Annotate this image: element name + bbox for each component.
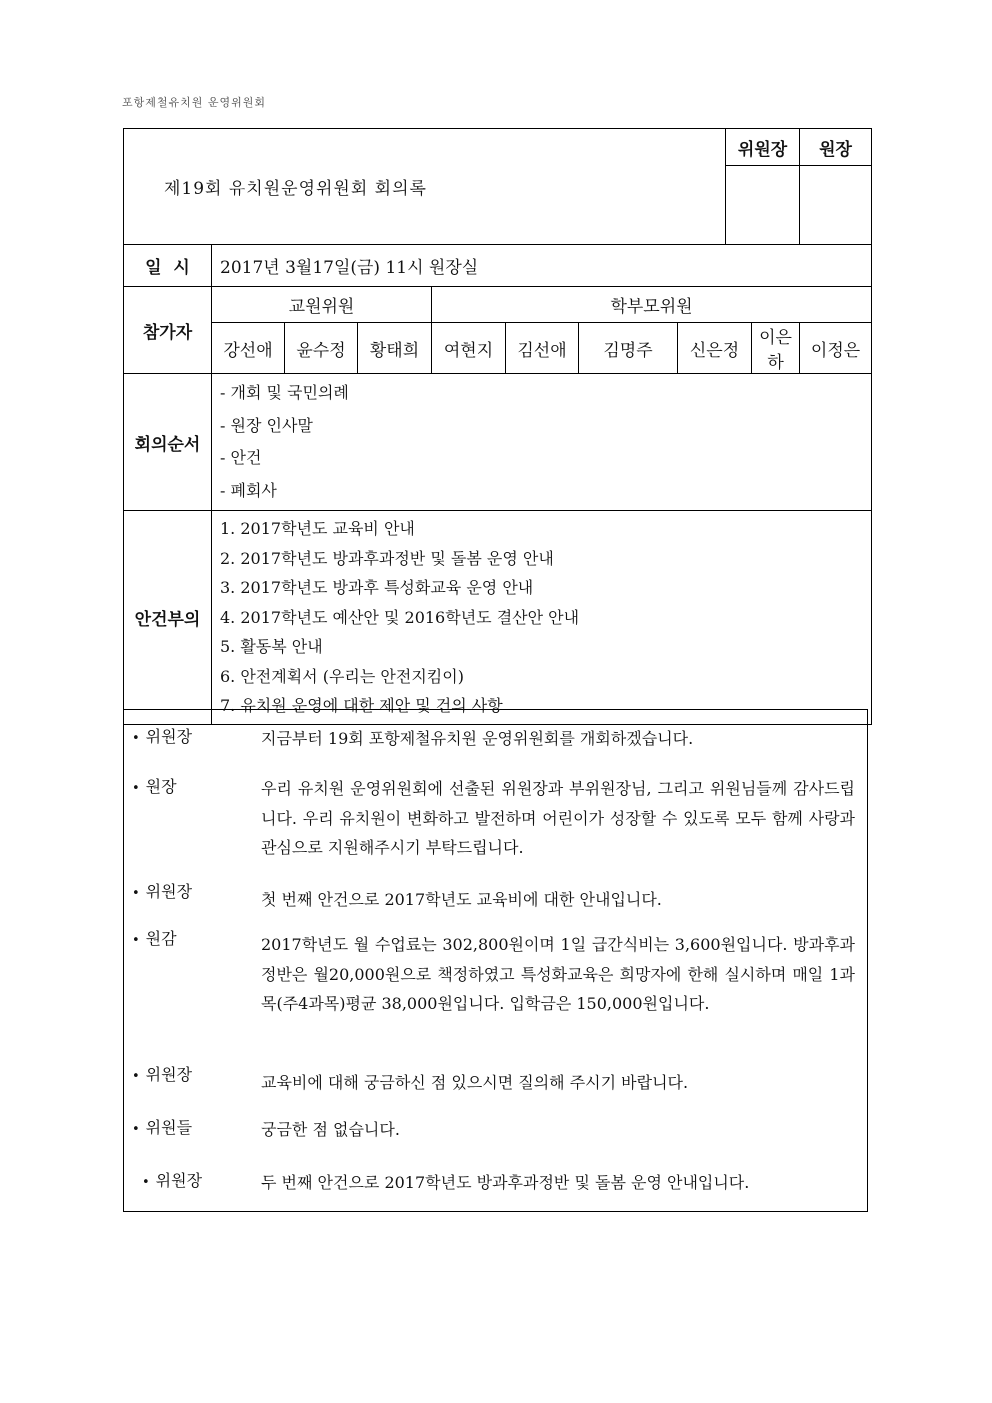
bullet: • xyxy=(132,1122,140,1137)
datetime-label: 일 시 xyxy=(124,245,212,287)
speaker xyxy=(132,926,177,949)
agenda-label: 안건부의 xyxy=(124,511,212,725)
minutes-box xyxy=(123,709,868,1212)
bullet: • xyxy=(132,731,140,746)
speaker-name: 원장 xyxy=(145,777,177,796)
speaker-name: 원감 xyxy=(145,929,177,948)
speaker xyxy=(132,1115,192,1138)
participants-label: 참가자 xyxy=(124,287,212,374)
meeting-order-label: 회의순서 xyxy=(124,374,212,511)
agenda-item: 1. 2017학년도 교육비 안내 xyxy=(220,519,415,538)
participant-name: 여현지 xyxy=(432,323,506,374)
speaker xyxy=(142,1168,202,1191)
order-item: - 폐회사 xyxy=(220,480,277,500)
agenda-list xyxy=(212,511,872,725)
statement: 두 번째 안건으로 2017학년도 방과후과정반 및 돌봄 운영 안내입니다. xyxy=(261,1173,750,1192)
chair-approval-label: 위원장 xyxy=(726,129,800,166)
speaker xyxy=(132,1062,192,1085)
participant-name: 김명주 xyxy=(579,323,678,374)
bullet: • xyxy=(132,886,140,901)
statement: 지금부터 19회 포항제철유치원 운영위원회를 개회하겠습니다. xyxy=(261,729,694,748)
director-signature-box xyxy=(800,166,872,245)
participant-name: 김선애 xyxy=(506,323,579,374)
document-title: 제19회 유치원운영위원회 회의록 xyxy=(124,129,726,245)
agenda-item: 5. 활동복 안내 xyxy=(220,637,323,656)
speaker-name: 위원장 xyxy=(155,1171,203,1190)
parent-group-label: 학부모위원 xyxy=(432,287,872,323)
agenda-item: 7. 유치원 운영에 대한 제안 및 건의 사항 xyxy=(220,696,503,715)
participant-name: 신은정 xyxy=(678,323,752,374)
statement: 첫 번째 안건으로 2017학년도 교육비에 대한 안내입니다. xyxy=(261,890,662,909)
datetime-value: 2017년 3월17일(금) 11시 원장실 xyxy=(212,245,872,287)
order-item: - 안건 xyxy=(220,448,262,467)
chair-signature-box xyxy=(726,166,800,245)
speaker-name: 위원들 xyxy=(145,1118,193,1137)
header-note: 포항제철유치원 운영위원회 xyxy=(122,96,267,109)
participant-name: 윤수정 xyxy=(285,323,358,374)
meeting-info-table xyxy=(123,128,872,725)
speaker xyxy=(132,879,192,902)
speaker-name: 위원장 xyxy=(145,882,193,901)
speaker xyxy=(132,774,177,797)
speaker-name: 위원장 xyxy=(145,727,193,746)
agenda-item: 3. 2017학년도 방과후 특성화교육 운영 안내 xyxy=(220,578,534,597)
statement: 궁금한 점 없습니다. xyxy=(261,1120,400,1139)
bullet: • xyxy=(132,781,140,796)
statement: 우리 유치원 운영위원회에 선출된 위원장과 부위원장님, 그리고 위원님들께 감사드립니다. 우리 유치원이 변화하고 발전하며 어린이가 성장할 수 있도록 모두 함께 사랑과 관심으로 지원해주시기 부탁드립니다. xyxy=(261,779,855,857)
agenda-item: 6. 안전계획서 (우리는 안전지킴이) xyxy=(220,666,464,686)
teacher-group-label: 교원위원 xyxy=(212,287,432,323)
agenda-item: 2. 2017학년도 방과후과정반 및 돌봄 운영 안내 xyxy=(220,548,554,568)
order-item: - 개회 및 국민의례 xyxy=(220,383,349,402)
participant-name: 강선애 xyxy=(212,323,285,374)
bullet: • xyxy=(142,1175,150,1190)
participant-name: 이정은 xyxy=(800,323,872,374)
director-approval-label: 원장 xyxy=(800,129,872,166)
bullet: • xyxy=(132,933,140,948)
speaker-name: 위원장 xyxy=(145,1065,193,1084)
statement: 교육비에 대해 궁금하신 점 있으시면 질의해 주시기 바랍니다. xyxy=(261,1073,689,1092)
statement: 2017학년도 월 수업료는 302,800원이며 1일 급간식비는 3,600원입니다. 방과후과정반은 월20,000원으로 책정하였고 특성화교육은 희망자에 한해 실시하며 매일 1과목(주4과목)평균 38,000원입니다. 입학금은 150,000원입니다. xyxy=(261,935,855,1013)
participant-name: 이은하 xyxy=(752,323,800,374)
bullet: • xyxy=(132,1069,140,1084)
agenda-item: 4. 2017학년도 예산안 및 2016학년도 결산안 안내 xyxy=(220,607,580,627)
speaker xyxy=(132,724,192,747)
order-item: - 원장 인사말 xyxy=(220,415,313,435)
meeting-order-list xyxy=(212,374,872,511)
participant-name: 황태희 xyxy=(358,323,432,374)
